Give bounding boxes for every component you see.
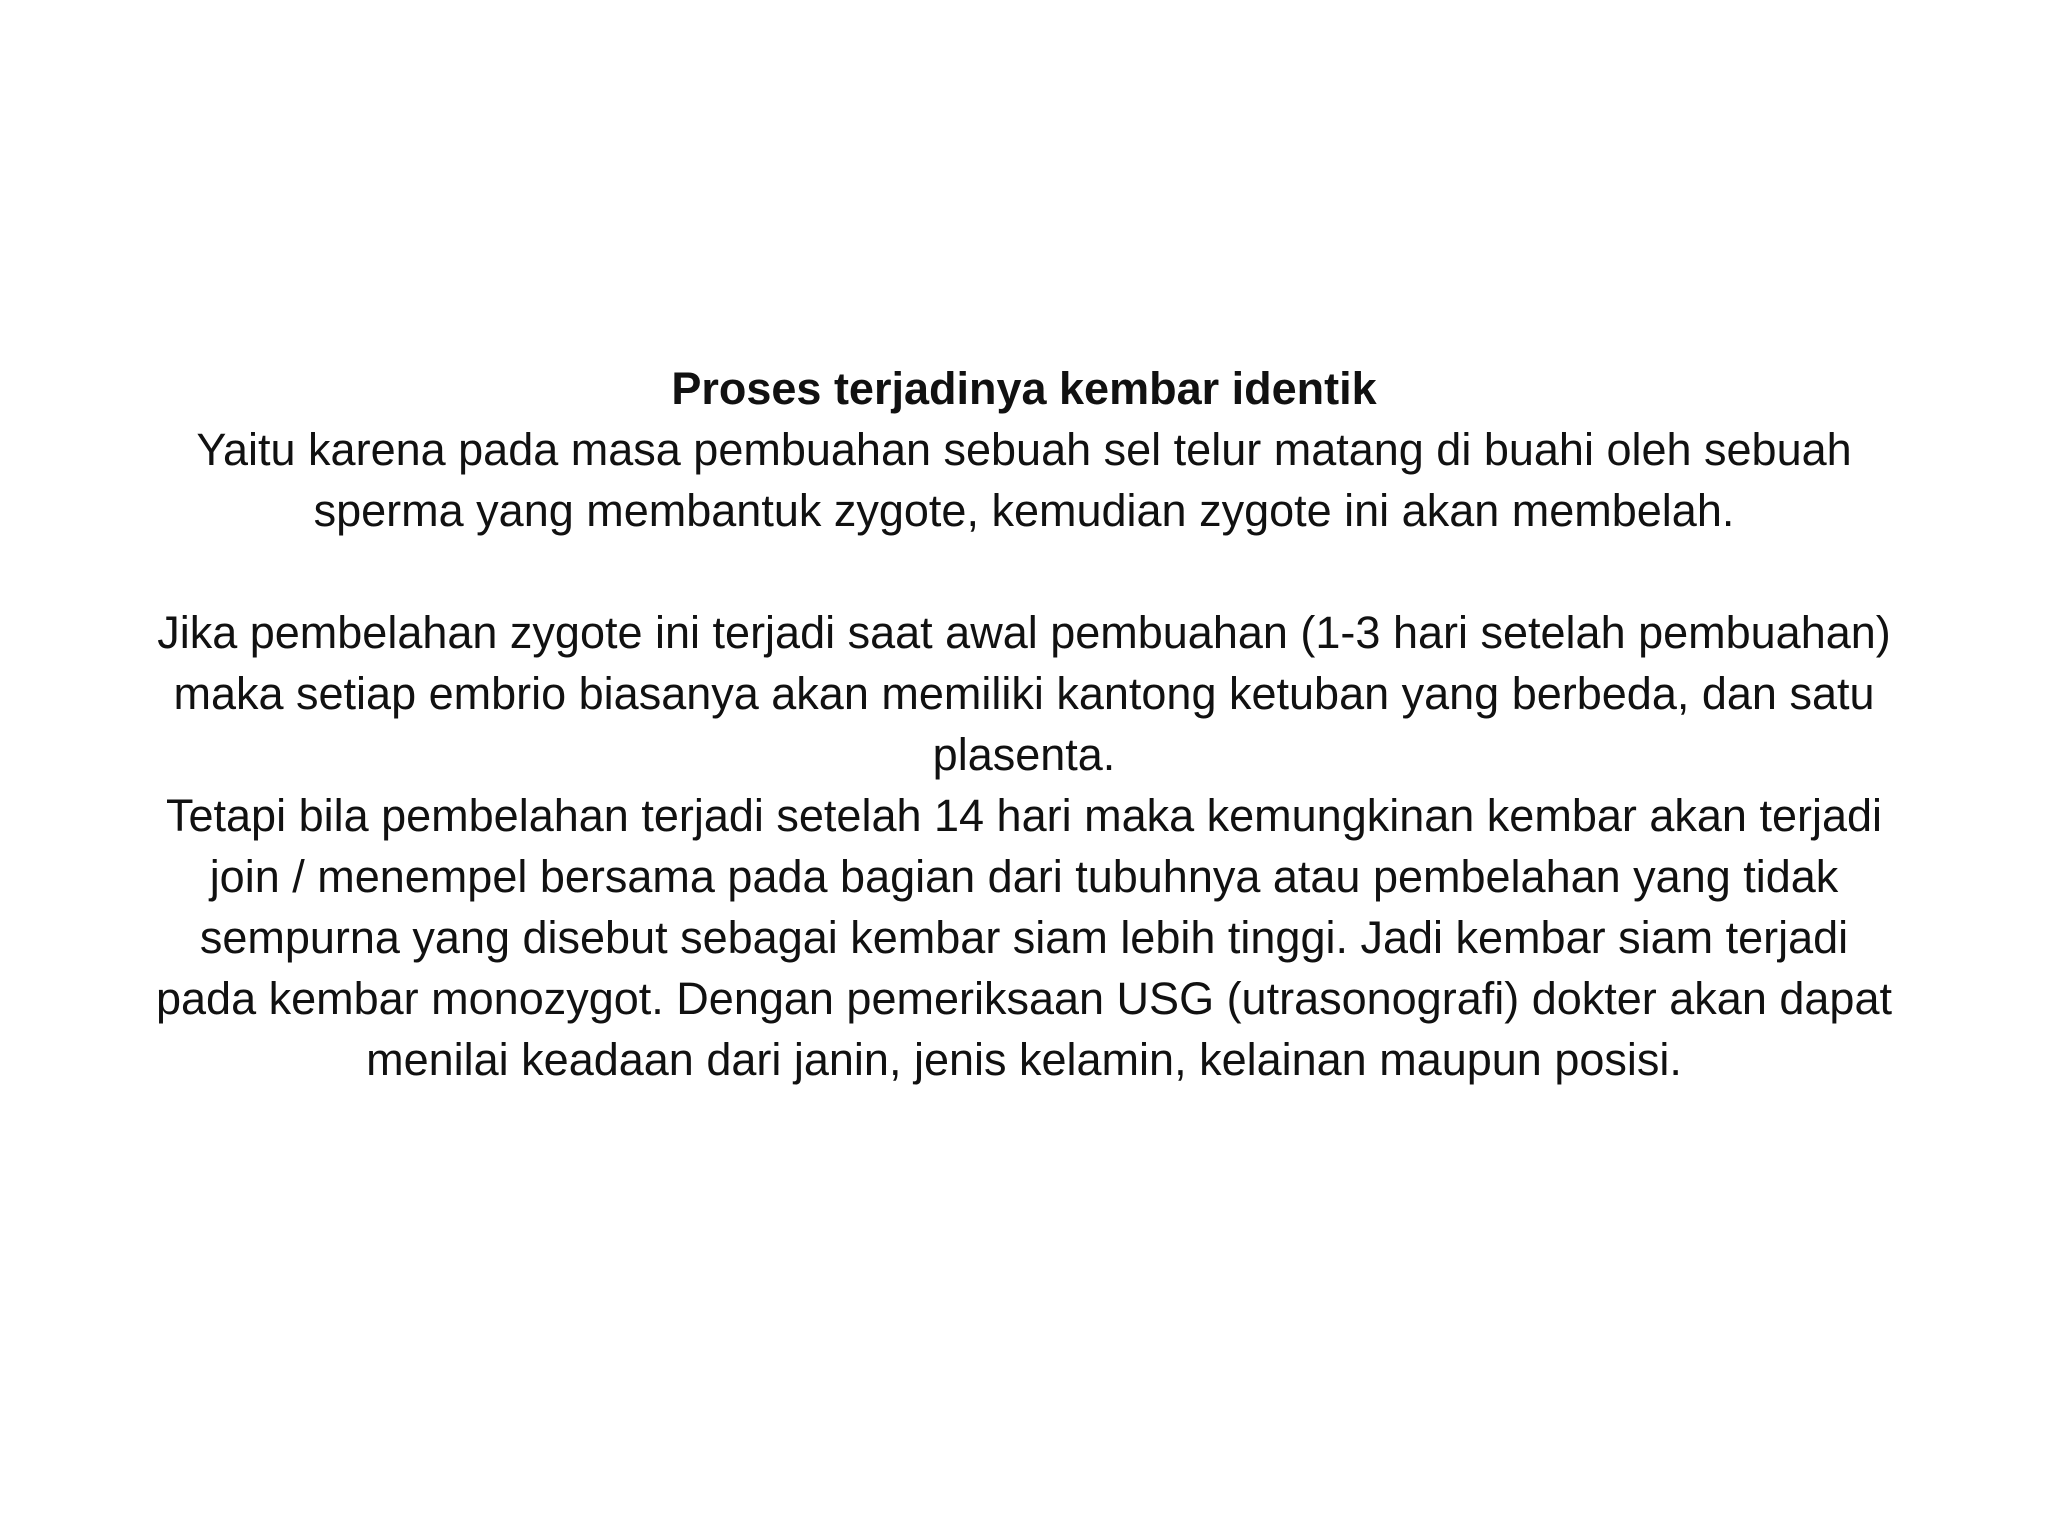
body-line: Tetapi bila pembelahan terjadi setelah 14 hari maka kemungkinan kembar akan terjadi: [165, 790, 1883, 841]
slide-body: [100, 358, 1948, 1090]
body-line: pada kembar monozygot. Dengan pemeriksaan USG (utrasonografi) dokter akan dapat: [156, 973, 1892, 1024]
body-line: sperma yang membantuk zygote, kemudian zygote ini akan membelah.: [313, 485, 1735, 536]
body-line: Jika pembelahan zygote ini terjadi saat awal pembuahan (1-3 hari setelah pembuahan): [157, 607, 1891, 658]
body-line: sempurna yang disebut sebagai kembar siam lebih tinggi. Jadi kembar siam terjadi: [199, 912, 1849, 963]
body-line: menilai keadaan dari janin, jenis kelamin, kelainan maupun posisi.: [366, 1034, 1682, 1085]
body-line: plasenta.: [932, 729, 1116, 780]
body-line: maka setiap embrio biasanya akan memiliki kantong ketuban yang berbeda, dan satu: [173, 668, 1875, 719]
blank-line: [100, 541, 1948, 602]
body-line: join / menempel bersama pada bagian dari tubuhnya atau pembelahan yang tidak: [209, 851, 1839, 902]
slide-title: Proses terjadinya kembar identik: [671, 363, 1377, 414]
body-line: Yaitu karena pada masa pembuahan sebuah sel telur matang di buahi oleh sebuah: [196, 424, 1852, 475]
